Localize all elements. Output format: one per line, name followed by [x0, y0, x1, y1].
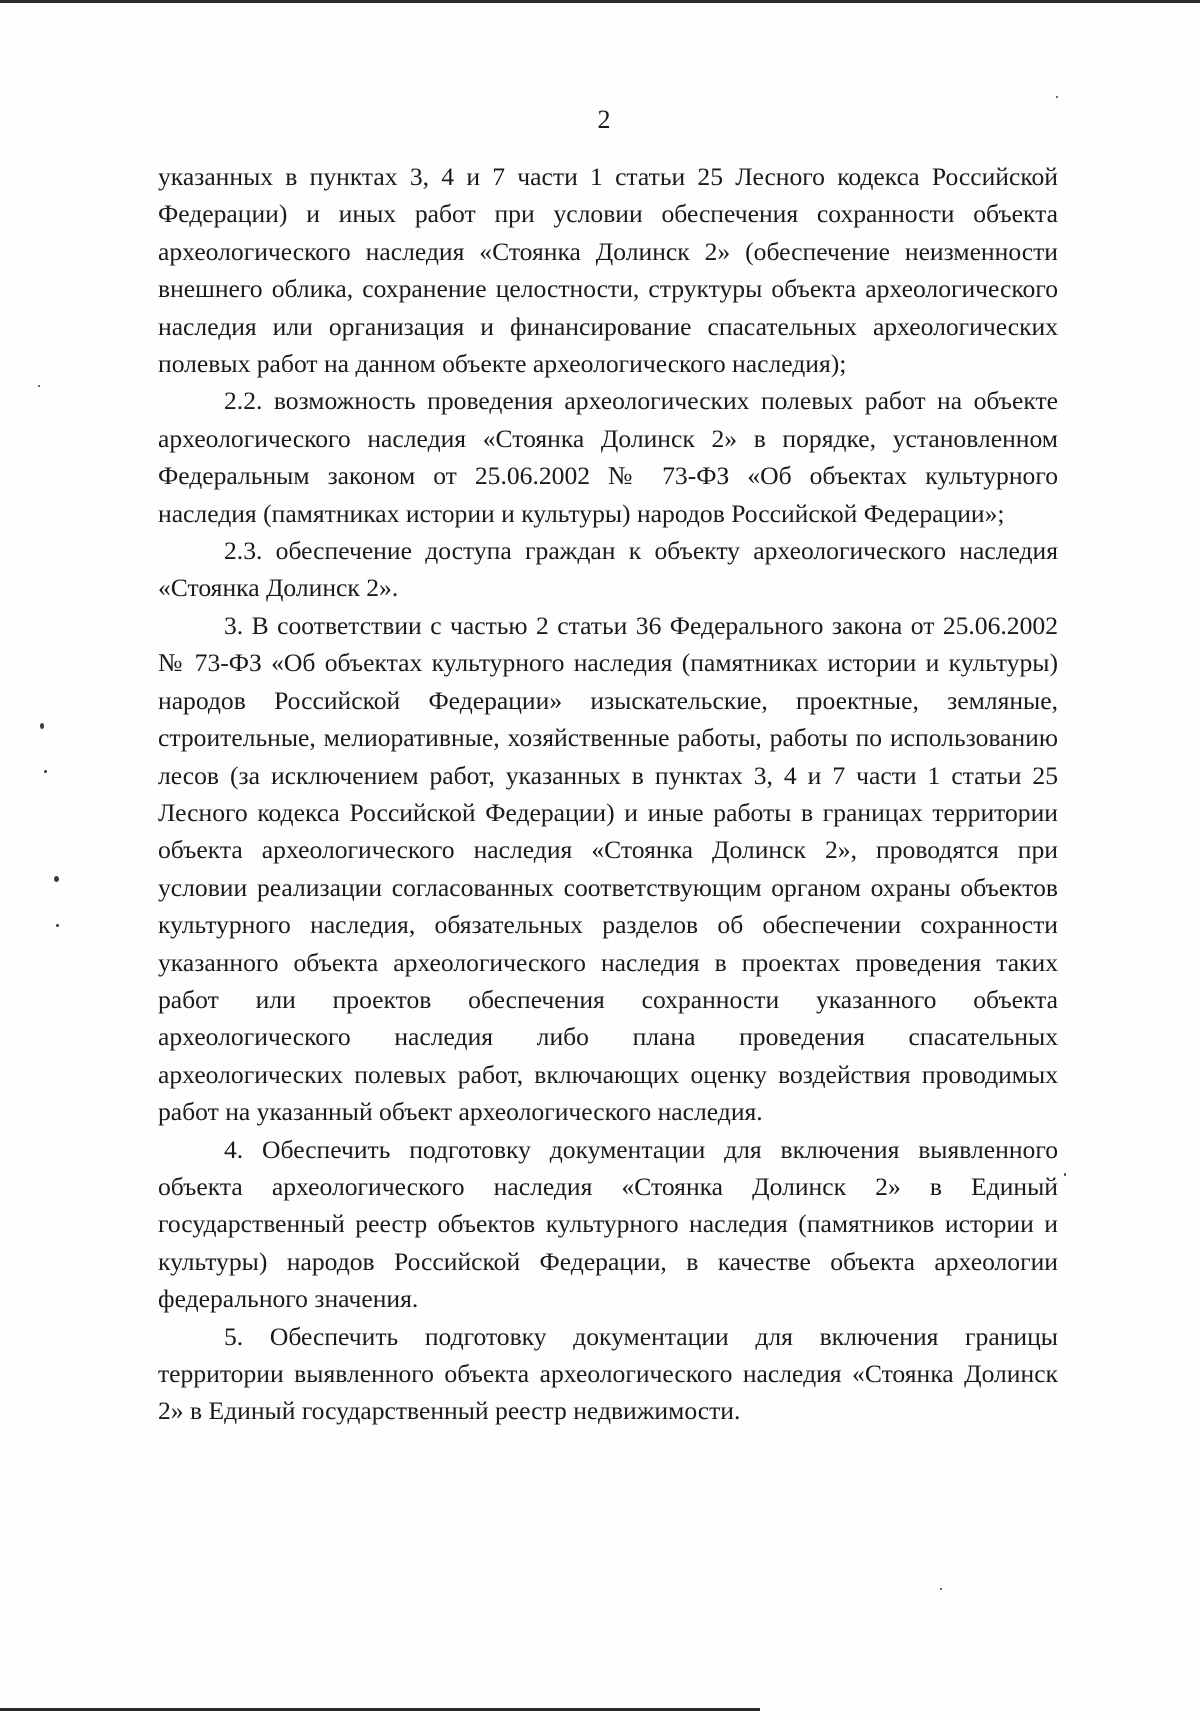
paragraph-5: 5. Обеспечить подготовку документации для включения границы территории выявленного объекта археологического наследия «Стоянка Долинск 2» в Единый государственный реестр недвижимости. — [158, 1321, 1058, 1426]
scan-speck — [40, 723, 44, 729]
page-number: 2 — [597, 105, 611, 134]
scan-speck — [54, 876, 59, 882]
document-body — [158, 158, 1058, 1430]
scan-speck — [44, 770, 47, 773]
paragraph-2-3: 2.3. обеспечение доступа граждан к объекту археологического наследия «Стоянка Долинск 2». — [158, 536, 1058, 603]
paragraph-3: 3. В соответствии с частью 2 статьи 36 Федерального закона от 25.06.2002 № 73-ФЗ «Об объектах культурного наследия (памятниках истории и культуры) народов Российской Федерации» изыскательские, проектные, земляные, строительные, мелиоративные, хозяйственные работы, работы по использованию лесов (за исключением работ, указанных в пунктах 3, 4 и 7 части 1 статьи 25 Лесного кодекса Российской Федерации) и иные работы в границах территории объекта археологического наследия «Стоянка Долинск 2», проводятся при условии реализации согласованных соответствующим органом охраны объектов культурного наследия, обязательных разделов об обеспечении сохранности указанного объекта археологического наследия в проектах проведения таких работ или проектов обеспечения сохранности указанного объекта археологического наследия либо плана проведения спасательных археологических полевых работ, включающих оценку воздействия проводимых работ на указанный объект археологического наследия. — [158, 610, 1058, 1127]
scan-speck — [940, 1588, 942, 1590]
scan-speck — [1056, 96, 1058, 98]
paragraph-2-2: 2.2. возможность проведения археологических полевых работ на объекте археологического наследия «Стоянка Долинск 2» в порядке, установленном Федеральным законом от 25.06.2002 № 73-ФЗ «Об объектах культурного наследия (памятниках истории и культуры) народов Российской Федерации»; — [158, 386, 1058, 528]
scan-speck — [1064, 1173, 1066, 1176]
paragraph-4: 4. Обеспечить подготовку документации для включения выявленного объекта археологического наследия «Стоянка Долинск 2» в Единый государственный реестр объектов культурного наследия (памятников истории и культуры) народов Российской Федерации, в качестве объекта археологии федерального значения. — [158, 1134, 1058, 1314]
scan-speck — [56, 924, 59, 927]
scan-top-edge — [0, 0, 1200, 3]
scan-bottom-edge — [0, 1708, 760, 1711]
paragraph-continuation: указанных в пунктах 3, 4 и 7 части 1 статьи 25 Лесного кодекса Российской Федерации) и иных работ при условии обеспечения сохранности объекта археологического наследия «Стоянка Долинск 2» (обеспечение неизменности внешнего облика, сохранение целостности, структуры объекта археологического наследия или организация и финансирование спасательных археологических полевых работ на данном объекте археологического наследия); — [158, 162, 1058, 379]
scan-speck — [38, 385, 40, 387]
